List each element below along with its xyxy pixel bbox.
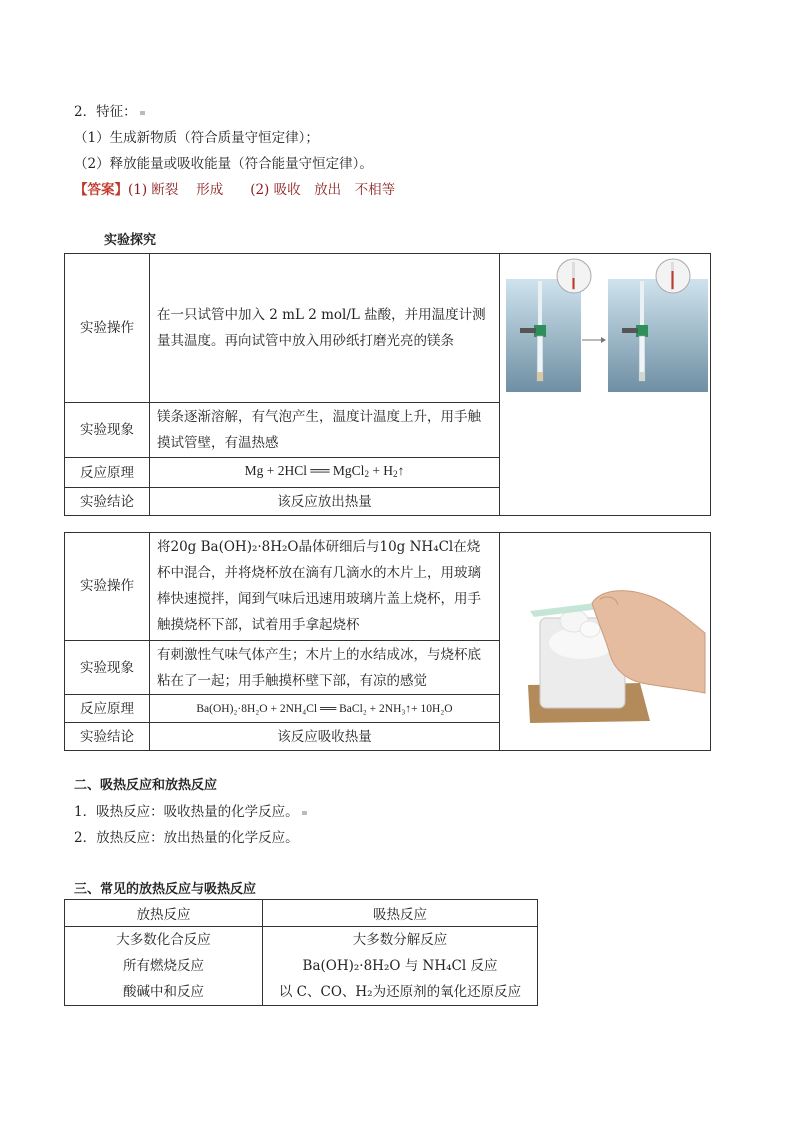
experiment-1-table	[64, 253, 711, 516]
exp2-conclusion-text: 该反应吸收热量	[150, 723, 500, 751]
section-2-title: 二、吸热反应和放热反应	[74, 778, 218, 793]
exp1-op-label: 实验操作	[65, 254, 150, 403]
list-item: 大多数化合反应	[116, 932, 211, 948]
exp2-principle-equation: Ba(OH)₂·8H₂O + 2NH₄Cl ══ BaCl₂ + 2NH₃↑+ 10H₂O	[150, 695, 500, 723]
section-3-title: 三、常见的放热反应与吸热反应	[74, 882, 257, 897]
experiment-2-table	[64, 532, 711, 751]
exp1-phen-label: 实验现象	[65, 402, 150, 457]
beaker-hand-illustration	[500, 533, 711, 741]
exp1-principle-label: 反应原理	[65, 457, 150, 488]
header-endothermic: 吸热反应	[263, 900, 538, 927]
list-item: 以 C、CO、H₂为还原剂的氧化还原反应	[278, 984, 522, 1000]
exp1-image-cell	[500, 254, 711, 516]
answer-line	[74, 178, 395, 198]
exp2-image-cell	[500, 533, 711, 751]
exp1-principle-equation: Mg + 2HCl ══ MgCl$_2$ + $H_2↑$	[150, 457, 500, 488]
list-item: 所有燃烧反应	[123, 958, 204, 974]
test-tube-thermometer-illustration	[500, 254, 711, 506]
answer-text: (1) 断裂 形成 (2) 吸收 放出 不相等	[128, 182, 396, 198]
exp1-conclusion-text: 该反应放出热量	[150, 488, 500, 516]
exp2-conclusion-label: 实验结论	[65, 723, 150, 751]
exp2-principle-label: 反应原理	[65, 695, 150, 723]
exp1-op-text: 在一只试管中加入 2 mL 2 mol/L 盐酸，并用温度计测量其温度。再向试管中放入用砂纸打磨光亮的镁条	[150, 254, 500, 403]
section-2-item-1: 1．吸热反应：吸收热量的化学反应。	[74, 800, 307, 820]
features-heading: 2．特征：	[74, 100, 145, 120]
anchor-mark-icon	[302, 811, 307, 815]
header-exothermic: 放热反应	[65, 900, 263, 927]
exp2-op-text: 将20g Ba(OH)₂·8H₂O晶体研细后与10g NH₄Cl在烧杯中混合，并将烧杯放在滴有几滴水的木片上，用玻璃棒快速搅拌，闻到气味后迅速用玻璃片盖上烧杯，用手触摸烧杯下部，试着用手拿起烧杯	[150, 533, 500, 641]
exp2-phen-text: 有刺激性气味气体产生；木片上的水结成冰，与烧杯底粘在了一起；用手触摸杯壁下部，有凉的感觉	[150, 640, 500, 695]
exp2-op-label: 实验操作	[65, 533, 150, 641]
features-item-2: （2）释放能量或吸收能量（符合能量守恒定律）。	[74, 156, 373, 172]
exp1-conclusion-label: 实验结论	[65, 488, 150, 516]
anchor-mark-icon	[140, 111, 145, 115]
reaction-comparison-table	[64, 899, 538, 1006]
exothermic-list	[65, 927, 263, 1006]
endothermic-list	[263, 927, 538, 1006]
answer-tag: 【答案】	[74, 182, 128, 198]
exp2-phen-label: 实验现象	[65, 640, 150, 695]
section-2-item-2: 2．放热反应：放出热量的化学反应。	[74, 830, 299, 846]
list-item: Ba(OH)₂·8H₂O 与 NH₄Cl 反应	[302, 958, 498, 974]
experiment-title: 实验探究	[104, 233, 157, 248]
features-item-1: （1）生成新物质（符合质量守恒定律）；	[74, 130, 319, 146]
list-item: 酸碱中和反应	[123, 984, 204, 1000]
list-item: 大多数分解反应	[352, 932, 448, 948]
exp1-phen-text: 镁条逐渐溶解，有气泡产生，温度计温度上升，用手触摸试管壁，有温热感	[150, 402, 500, 457]
